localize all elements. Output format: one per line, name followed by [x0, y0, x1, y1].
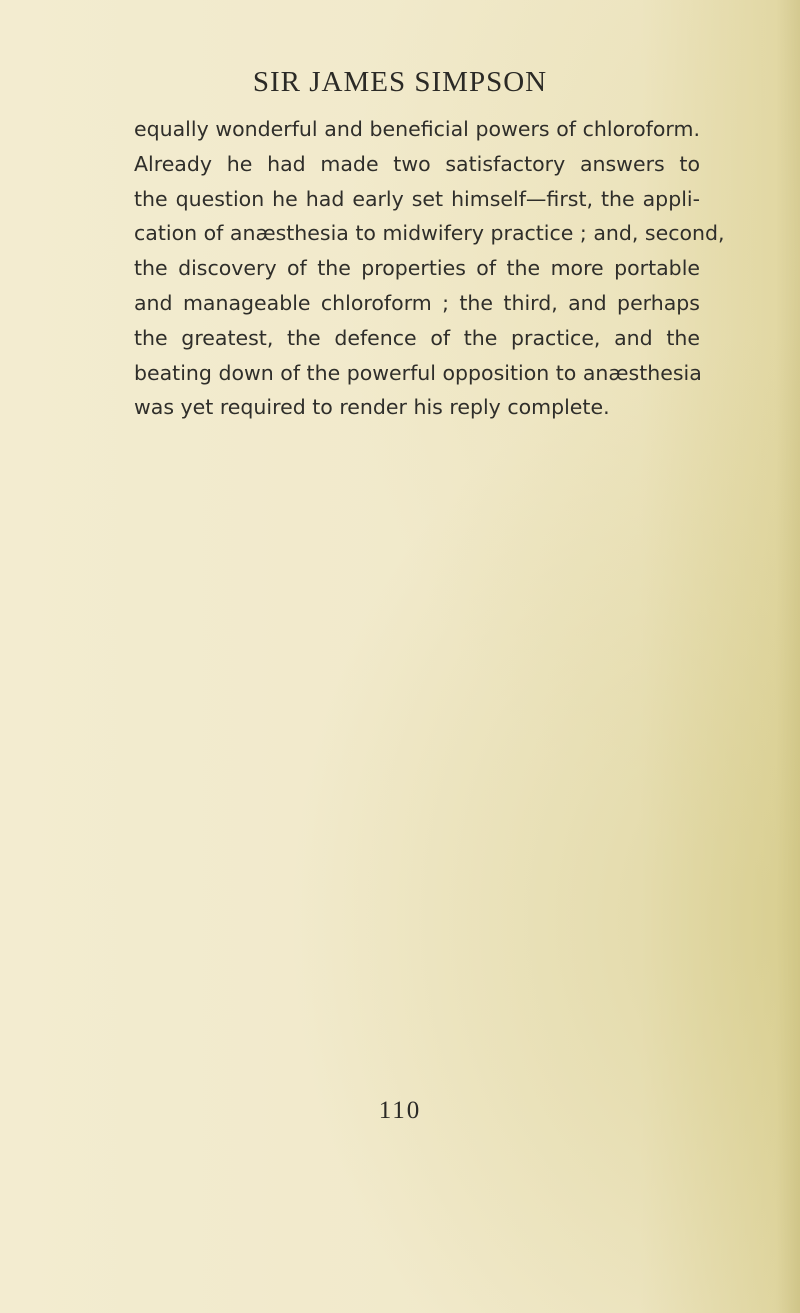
page-number: 110: [378, 1097, 422, 1124]
text-line: cation of anæsthesia to midwifery practice ; and, second,: [134, 221, 725, 246]
text-line: Already he had made two satisfactory answers to: [134, 151, 700, 176]
text-line: the greatest, the defence of the practice, and the: [134, 325, 700, 350]
body-paragraph: [134, 112, 725, 425]
running-head: SIR JAMES SIMPSON: [252, 66, 548, 98]
text-line: was yet required to render his reply complete.: [134, 395, 610, 420]
text-line: equally wonderful and beneficial powers of chloroform.: [134, 117, 700, 141]
text-line: the question he had early set himself—first, the appli-: [134, 186, 700, 211]
text-line: beating down of the powerful opposition to anæsthesia: [134, 360, 702, 385]
text-line: the discovery of the properties of the more portable: [134, 256, 700, 281]
text-line: and manageable chloroform ; the third, and perhaps: [134, 290, 700, 315]
